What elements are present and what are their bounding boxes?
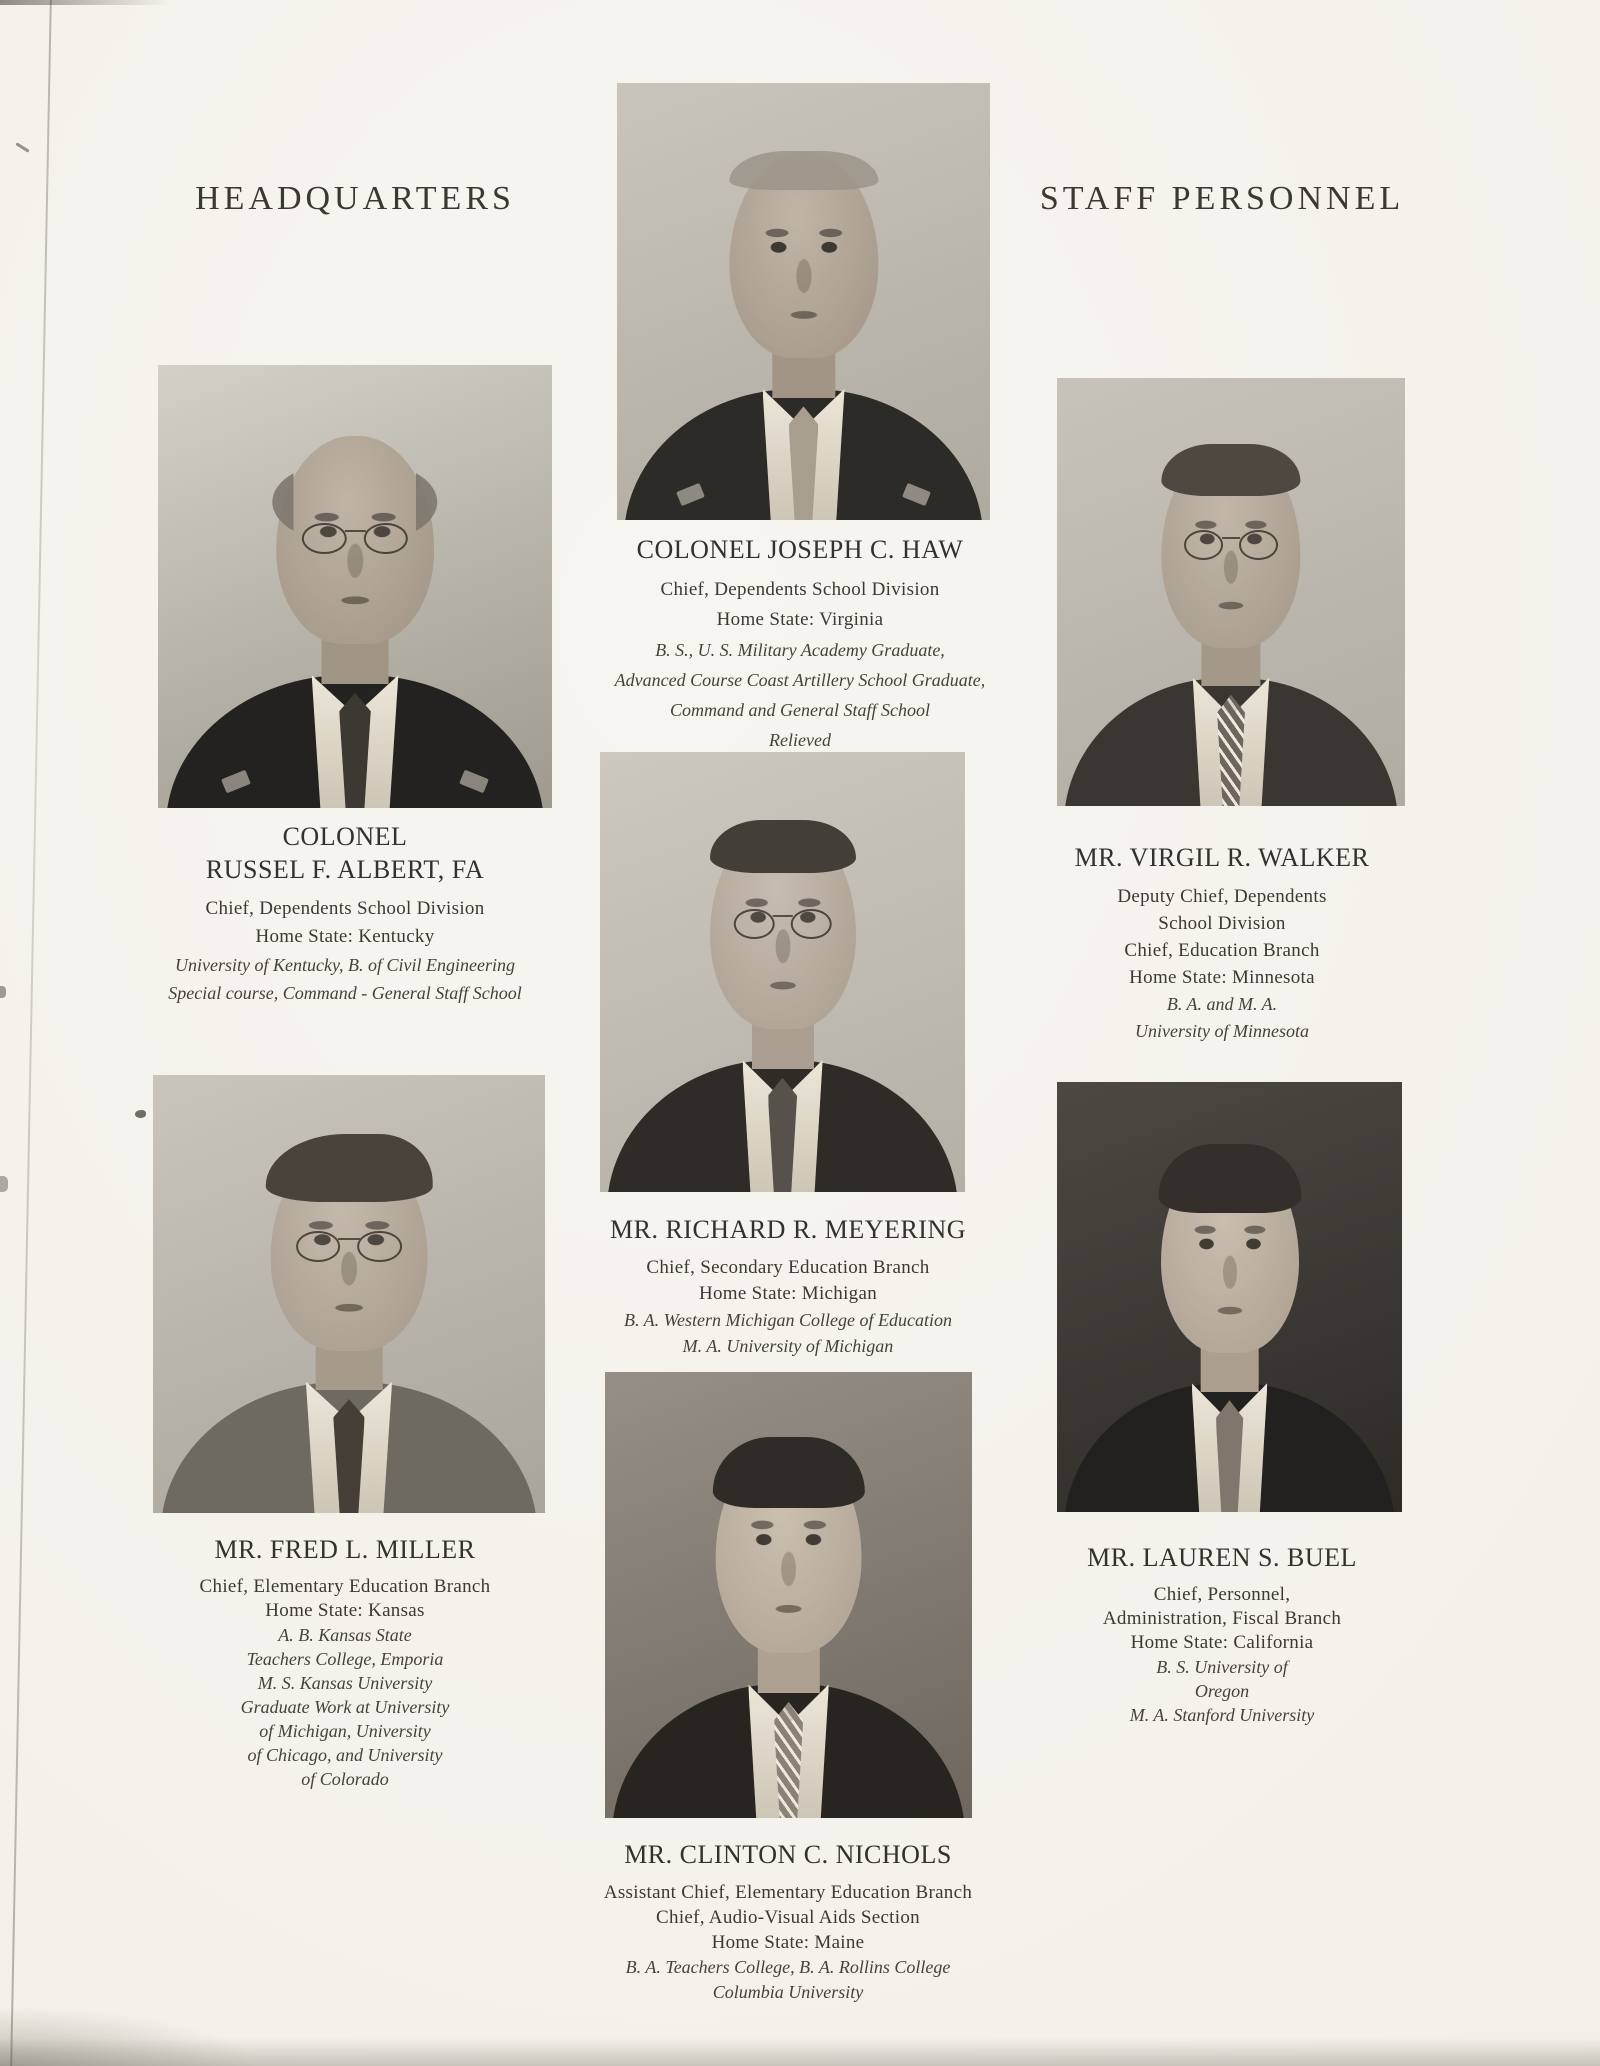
text-line: Deputy Chief, Dependents (1117, 886, 1327, 907)
text-line: Advanced Course Coast Artillery School Graduate, (614, 670, 986, 690)
scan-crease-line (9, 0, 52, 2066)
text-line: Chief, Personnel, (1153, 1584, 1291, 1605)
text-line: Chief, Dependents School Division (660, 579, 940, 600)
person-roles (972, 1583, 1472, 1655)
person-credentials (95, 1623, 595, 1791)
text-line: of Colorado (301, 1769, 389, 1789)
person-credentials (538, 1307, 1038, 1359)
text-line: A. B. Kansas State (278, 1625, 412, 1645)
text-line: M. A. Stanford University (1129, 1705, 1315, 1725)
portrait-hair (1161, 444, 1300, 495)
person-credentials (972, 1655, 1472, 1727)
glasses-icon (733, 909, 832, 940)
text-line: Graduate Work at University (240, 1697, 450, 1717)
text-line: B. A. and M. A. (1166, 994, 1278, 1014)
text-line: B. A. Western Michigan College of Education (624, 1310, 952, 1330)
page-title-right: STAFF PERSONNEL (1039, 180, 1405, 217)
person-caption-buel (972, 1541, 1472, 1727)
text-line: B. S. University of (1156, 1657, 1288, 1677)
text-line: Oregon (1194, 1681, 1250, 1701)
text-line: COLONEL (282, 822, 408, 851)
scan-corner-shadow (0, 2006, 260, 2066)
text-line: Relieved (769, 730, 831, 750)
text-line: Home State: Michigan (698, 1283, 878, 1304)
text-line: Chief, Dependents School Division (205, 898, 485, 919)
text-line: Chief, Elementary Education Branch (199, 1576, 491, 1597)
text-line: Columbia University (712, 1982, 864, 2002)
scan-speck (135, 1110, 146, 1118)
scan-bottom-shadow (0, 2038, 1600, 2066)
text-line: B. S., U. S. Military Academy Graduate, (655, 640, 945, 660)
text-line: University of Kentucky, B. of Civil Engineering (175, 955, 515, 975)
scan-speck (0, 1176, 8, 1192)
person-name (972, 841, 1472, 874)
person-caption-haw (550, 533, 1050, 755)
text-line: B. A. Teachers College, B. A. Rollins College (625, 1957, 951, 1977)
scan-edge-mark (0, 0, 170, 5)
text-line: Administration, Fiscal Branch (1102, 1608, 1342, 1629)
text-line: Chief, Education Branch (1124, 940, 1320, 961)
text-line: of Chicago, and University (247, 1745, 443, 1765)
text-line: MR. CLINTON C. NICHOLS (624, 1840, 952, 1869)
person-name (538, 1213, 1038, 1246)
portrait-hair (1158, 1144, 1301, 1213)
text-line: Assistant Chief, Elementary Education Branch (603, 1882, 973, 1903)
portrait-photo-buel (1057, 1082, 1402, 1512)
portrait-photo-albert (158, 365, 552, 808)
glasses-icon (302, 523, 408, 554)
text-line: Command and General Staff School (670, 700, 930, 720)
person-caption-miller (95, 1533, 595, 1791)
portrait-photo-meyering (600, 752, 965, 1192)
person-name (538, 1838, 1038, 1871)
text-line: Home State: California (1130, 1632, 1314, 1653)
text-line: M. S. Kansas University (257, 1673, 433, 1693)
text-line: University of Minnesota (1135, 1021, 1309, 1041)
text-line: Teachers College, Emporia (246, 1649, 444, 1669)
glasses-icon (1184, 530, 1278, 560)
text-line: Chief, Secondary Education Branch (646, 1257, 930, 1278)
person-credentials (550, 635, 1050, 755)
text-line: M. A. University of Michigan (682, 1336, 894, 1356)
text-line: MR. RICHARD R. MEYERING (609, 1215, 967, 1244)
text-line: Home State: Virginia (716, 609, 884, 630)
glasses-bridge (338, 1238, 359, 1240)
glasses-bridge (344, 530, 365, 532)
person-credentials (538, 1955, 1038, 2005)
person-roles (95, 895, 595, 951)
person-name (972, 1541, 1472, 1574)
person-roles (550, 575, 1050, 635)
text-line: of Michigan, University (259, 1721, 431, 1741)
text-line: COLONEL JOSEPH C. HAW (636, 535, 964, 564)
text-line: RUSSEL F. ALBERT, FA (205, 855, 485, 884)
text-line: Chief, Audio-Visual Aids Section (656, 1907, 920, 1928)
portrait-photo-walker (1057, 378, 1405, 806)
portrait-photo-nichols (605, 1372, 972, 1818)
text-line: MR. FRED L. MILLER (214, 1535, 476, 1564)
text-line: MR. LAUREN S. BUEL (1087, 1543, 1357, 1572)
portrait-photo-haw (617, 83, 990, 520)
person-roles (538, 1255, 1038, 1307)
glasses-bridge (1222, 537, 1241, 539)
portrait-hair (712, 1437, 864, 1508)
person-name (95, 1533, 595, 1566)
scan-speck (15, 142, 29, 152)
person-caption-albert (95, 820, 595, 1007)
text-line: Home State: Kansas (265, 1600, 425, 1621)
text-line: Special course, Command - General Staff School (168, 983, 522, 1003)
person-credentials (972, 991, 1472, 1045)
portrait-hair (729, 151, 878, 190)
text-line: Home State: Kentucky (255, 926, 435, 947)
text-line: School Division (1158, 913, 1286, 934)
text-line: Home State: Minnesota (1129, 967, 1315, 988)
glasses-bridge (773, 915, 793, 917)
person-roles (972, 883, 1472, 991)
scan-speck (0, 986, 6, 998)
person-name (550, 533, 1050, 566)
person-caption-meyering (538, 1213, 1038, 1359)
portrait-hair (710, 820, 856, 873)
portrait-photo-miller (153, 1075, 545, 1513)
person-roles (95, 1575, 595, 1623)
page-title-left: HEADQUARTERS (195, 180, 515, 217)
person-name (95, 820, 595, 886)
text-line: MR. VIRGIL R. WALKER (1074, 843, 1370, 872)
person-credentials (95, 951, 595, 1007)
glasses-icon (296, 1231, 402, 1262)
text-line: Home State: Maine (711, 1932, 865, 1953)
person-roles (538, 1880, 1038, 1955)
person-caption-nichols (538, 1838, 1038, 2005)
person-caption-walker (972, 841, 1472, 1045)
